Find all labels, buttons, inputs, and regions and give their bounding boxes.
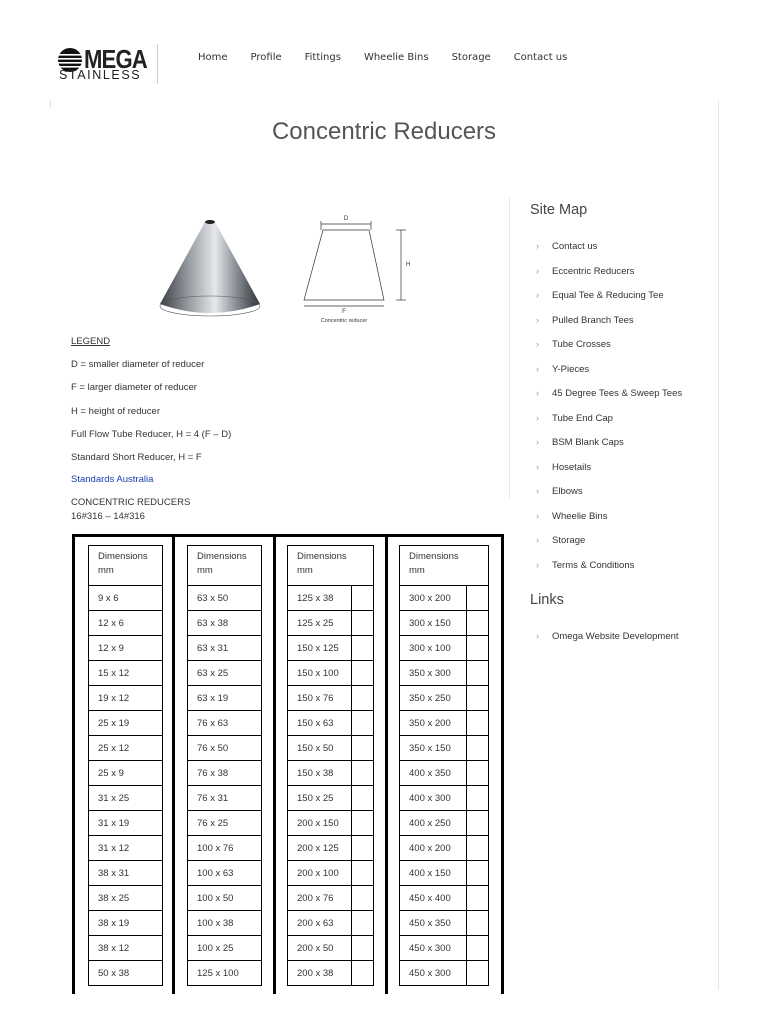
empty-cell bbox=[467, 586, 489, 611]
empty-cell bbox=[352, 936, 374, 961]
header-unit: mm bbox=[297, 565, 313, 576]
chevron-right-icon: › bbox=[536, 290, 539, 300]
table-row bbox=[400, 811, 489, 836]
dimension-cell: 400 x 300 bbox=[400, 786, 467, 811]
sitemap-item-label: BSM Blank Caps bbox=[552, 437, 624, 448]
legend-line: H = height of reducer bbox=[71, 406, 160, 417]
empty-cell bbox=[352, 811, 374, 836]
sitemap-item[interactable] bbox=[536, 388, 682, 399]
site-header bbox=[0, 0, 768, 100]
empty-cell bbox=[352, 636, 374, 661]
chevron-right-icon: › bbox=[536, 314, 539, 325]
column-header bbox=[288, 546, 374, 586]
dimension-cell: 300 x 150 bbox=[400, 611, 467, 636]
dimension-cell: 350 x 250 bbox=[400, 686, 467, 711]
dimension-cell: 150 x 100 bbox=[288, 661, 352, 686]
empty-cell bbox=[467, 636, 489, 661]
dimension-cell: 125 x 38 bbox=[288, 586, 352, 611]
table-row bbox=[89, 636, 163, 661]
empty-cell bbox=[352, 961, 374, 986]
table-row bbox=[89, 836, 163, 861]
table-row bbox=[188, 636, 262, 661]
table-row bbox=[188, 811, 262, 836]
dimension-cell: 150 x 38 bbox=[288, 761, 352, 786]
table-row bbox=[89, 586, 163, 611]
dimension-cell: 450 x 350 bbox=[400, 911, 467, 936]
table-header-row bbox=[400, 546, 489, 586]
table-row bbox=[188, 961, 262, 986]
table-row bbox=[188, 786, 262, 811]
dimension-cell: 400 x 350 bbox=[400, 761, 467, 786]
empty-cell bbox=[467, 936, 489, 961]
table-row bbox=[188, 761, 262, 786]
table-row bbox=[400, 911, 489, 936]
dimension-cell: 200 x 150 bbox=[288, 811, 352, 836]
dimension-cell: 9 x 6 bbox=[89, 586, 163, 611]
table-row bbox=[188, 711, 262, 736]
dimensions-table bbox=[72, 534, 504, 994]
dimension-cell: 450 x 300 bbox=[400, 936, 467, 961]
sitemap-item-label: Omega Website Development bbox=[552, 631, 679, 642]
dimension-cell: 125 x 100 bbox=[188, 961, 262, 986]
empty-cell bbox=[352, 761, 374, 786]
sitemap-item[interactable] bbox=[536, 364, 589, 375]
empty-cell bbox=[352, 661, 374, 686]
empty-cell bbox=[352, 711, 374, 736]
sitemap-item[interactable] bbox=[536, 339, 611, 350]
sitemap-item-label: Terms & Conditions bbox=[552, 559, 635, 571]
header-unit: mm bbox=[197, 565, 213, 576]
table-row bbox=[288, 761, 374, 786]
empty-cell bbox=[467, 911, 489, 936]
header-label: Dimensions bbox=[98, 551, 148, 562]
dimension-cell: 150 x 76 bbox=[288, 686, 352, 711]
sitemap-item-label: Contact us bbox=[552, 241, 598, 252]
table-row bbox=[89, 736, 163, 761]
column-header bbox=[89, 546, 163, 586]
sitemap-item-label: Eccentric Reducers bbox=[552, 265, 635, 277]
sitemap-item-label: Equal Tee & Reducing Tee bbox=[552, 290, 664, 301]
dimension-cell: 25 x 9 bbox=[89, 761, 163, 786]
table-row bbox=[288, 936, 374, 961]
table-row bbox=[400, 586, 489, 611]
dimension-cell: 200 x 63 bbox=[288, 911, 352, 936]
empty-cell bbox=[467, 836, 489, 861]
nav-wheelie-bins[interactable]: Wheelie Bins bbox=[363, 52, 429, 63]
table-row bbox=[188, 911, 262, 936]
dimension-cell: 25 x 19 bbox=[89, 711, 163, 736]
table-row bbox=[89, 936, 163, 961]
sitemap-item[interactable] bbox=[536, 486, 583, 497]
sitemap-item-label: Elbows bbox=[552, 486, 583, 497]
table-row bbox=[188, 686, 262, 711]
links-title: Links bbox=[530, 592, 564, 608]
chevron-right-icon: › bbox=[536, 535, 539, 545]
table-row bbox=[400, 761, 489, 786]
table-row bbox=[188, 736, 262, 761]
empty-cell bbox=[467, 961, 489, 986]
table-row bbox=[400, 661, 489, 686]
legend-line: Standard Short Reducer, H = F bbox=[71, 452, 202, 463]
table-row bbox=[288, 886, 374, 911]
dimension-cell: 150 x 125 bbox=[288, 636, 352, 661]
table-row bbox=[288, 636, 374, 661]
chevron-right-icon: › bbox=[536, 437, 539, 447]
chevron-right-icon: › bbox=[536, 265, 539, 276]
page-title: Concentric Reducers bbox=[271, 118, 497, 145]
sidebar-divider bbox=[509, 198, 510, 498]
dimension-cell: 38 x 25 bbox=[89, 886, 163, 911]
table-row bbox=[188, 586, 262, 611]
table-row bbox=[288, 611, 374, 636]
drawing-label-d: D bbox=[343, 216, 349, 222]
sitemap-item[interactable] bbox=[536, 315, 634, 326]
links-item[interactable] bbox=[536, 631, 679, 642]
section-title: CONCENTRIC REDUCERS bbox=[71, 497, 191, 508]
table-row bbox=[400, 636, 489, 661]
dimension-cell: 25 x 12 bbox=[89, 736, 163, 761]
table-row bbox=[89, 861, 163, 886]
table-header-row bbox=[288, 546, 374, 586]
dimension-cell: 12 x 9 bbox=[89, 636, 163, 661]
table-row bbox=[89, 786, 163, 811]
sitemap-item-label: Storage bbox=[552, 535, 586, 546]
chevron-right-icon: › bbox=[536, 559, 539, 570]
legend-line: D = smaller diameter of reducer bbox=[71, 359, 205, 370]
sitemap-item[interactable] bbox=[536, 560, 634, 571]
dimension-cell: 200 x 50 bbox=[288, 936, 352, 961]
table-row bbox=[288, 586, 374, 611]
header-label: Dimensions bbox=[409, 551, 459, 562]
table-row bbox=[288, 961, 374, 986]
legend-line: Full Flow Tube Reducer, H = 4 (F – D) bbox=[71, 429, 232, 440]
dimension-cell: 400 x 150 bbox=[400, 861, 467, 886]
chevron-right-icon: › bbox=[536, 363, 539, 374]
table-row bbox=[400, 686, 489, 711]
section-subtitle: 16#316 – 14#316 bbox=[71, 511, 145, 522]
table-row bbox=[400, 886, 489, 911]
sitemap-item[interactable] bbox=[536, 413, 613, 424]
chevron-right-icon: › bbox=[536, 461, 539, 472]
empty-cell bbox=[467, 686, 489, 711]
dimension-cell: 100 x 38 bbox=[188, 911, 262, 936]
table-row bbox=[400, 786, 489, 811]
omega-stainless-logo[interactable] bbox=[53, 44, 158, 84]
dimension-cell: 350 x 150 bbox=[400, 736, 467, 761]
sitemap-item[interactable] bbox=[536, 535, 585, 546]
chevron-right-icon: › bbox=[536, 510, 539, 521]
chevron-right-icon: › bbox=[536, 486, 539, 496]
table-row bbox=[89, 911, 163, 936]
column-separator bbox=[273, 537, 276, 994]
empty-cell bbox=[352, 911, 374, 936]
dimension-cell: 350 x 300 bbox=[400, 661, 467, 686]
dimension-cell: 100 x 25 bbox=[188, 936, 262, 961]
table-row bbox=[188, 661, 262, 686]
drawing-caption: Concentric reducer bbox=[320, 318, 368, 324]
empty-cell bbox=[467, 811, 489, 836]
table-row bbox=[288, 736, 374, 761]
dimension-cell: 300 x 200 bbox=[400, 586, 467, 611]
sitemap-item[interactable] bbox=[536, 437, 624, 448]
dimension-cell: 63 x 50 bbox=[188, 586, 262, 611]
table-row bbox=[89, 611, 163, 636]
dimension-cell: 200 x 76 bbox=[288, 886, 352, 911]
empty-cell bbox=[352, 886, 374, 911]
empty-cell bbox=[467, 861, 489, 886]
chevron-right-icon: › bbox=[536, 339, 539, 349]
table-row bbox=[288, 661, 374, 686]
table-row bbox=[89, 811, 163, 836]
header-unit: mm bbox=[409, 565, 425, 576]
table-header-row bbox=[89, 546, 163, 586]
table-row bbox=[89, 711, 163, 736]
standards-australia-link[interactable]: Standards Australia bbox=[71, 474, 154, 485]
reducer-product-photo bbox=[158, 218, 262, 324]
column-table bbox=[187, 545, 262, 986]
nav-home[interactable]: Home bbox=[198, 52, 228, 63]
sitemap-item[interactable] bbox=[536, 266, 634, 277]
dimension-cell: 450 x 300 bbox=[400, 961, 467, 986]
dimension-cell: 76 x 31 bbox=[188, 786, 262, 811]
table-row bbox=[288, 861, 374, 886]
empty-cell bbox=[352, 861, 374, 886]
table-row bbox=[288, 911, 374, 936]
dimension-cell: 15 x 12 bbox=[89, 661, 163, 686]
dimension-cell: 31 x 25 bbox=[89, 786, 163, 811]
nav-contact-us[interactable]: Contact us bbox=[513, 52, 568, 63]
chevron-right-icon: › bbox=[536, 241, 539, 251]
dimension-cell: 400 x 250 bbox=[400, 811, 467, 836]
sitemap-item[interactable] bbox=[536, 241, 597, 252]
table-row bbox=[188, 936, 262, 961]
empty-cell bbox=[352, 836, 374, 861]
table-row bbox=[288, 786, 374, 811]
drawing-label-f: F bbox=[342, 309, 346, 315]
logo-wordmark: MEGA bbox=[84, 44, 147, 74]
dimension-cell: 31 x 12 bbox=[89, 836, 163, 861]
table-row bbox=[400, 936, 489, 961]
table-row bbox=[188, 836, 262, 861]
column-header bbox=[400, 546, 489, 586]
table-row bbox=[188, 861, 262, 886]
dimension-cell: 76 x 63 bbox=[188, 711, 262, 736]
header-label: Dimensions bbox=[297, 551, 347, 562]
column-table bbox=[287, 545, 374, 986]
table-row bbox=[89, 961, 163, 986]
column-table bbox=[88, 545, 163, 986]
table-row bbox=[188, 611, 262, 636]
sitemap-item-label: Wheelie Bins bbox=[552, 510, 608, 522]
dimension-cell: 200 x 100 bbox=[288, 861, 352, 886]
sitemap-item[interactable] bbox=[536, 290, 664, 301]
dimension-cell: 63 x 19 bbox=[188, 686, 262, 711]
legend-title: LEGEND bbox=[71, 336, 111, 347]
table-row bbox=[400, 961, 489, 986]
dimension-cell: 38 x 31 bbox=[89, 861, 163, 886]
chevron-right-icon: › bbox=[536, 412, 539, 423]
reducer-technical-drawing bbox=[296, 210, 414, 328]
column-separator bbox=[172, 537, 175, 994]
table-row bbox=[89, 886, 163, 911]
dimension-cell: 350 x 200 bbox=[400, 711, 467, 736]
dimension-cell: 76 x 38 bbox=[188, 761, 262, 786]
dimension-cell: 50 x 38 bbox=[89, 961, 163, 986]
logo-subtitle: STAINLESS bbox=[59, 68, 142, 82]
dimension-cell: 125 x 25 bbox=[288, 611, 352, 636]
table-row bbox=[89, 686, 163, 711]
empty-cell bbox=[467, 886, 489, 911]
dimension-cell: 450 x 400 bbox=[400, 886, 467, 911]
empty-cell bbox=[467, 736, 489, 761]
table-row bbox=[89, 761, 163, 786]
empty-cell bbox=[467, 661, 489, 686]
empty-cell bbox=[467, 786, 489, 811]
table-row bbox=[89, 661, 163, 686]
dimension-cell: 19 x 12 bbox=[89, 686, 163, 711]
dimension-cell: 76 x 50 bbox=[188, 736, 262, 761]
dimension-cell: 100 x 76 bbox=[188, 836, 262, 861]
chevron-right-icon: › bbox=[536, 631, 539, 641]
dimension-cell: 100 x 63 bbox=[188, 861, 262, 886]
empty-cell bbox=[467, 761, 489, 786]
header-unit: mm bbox=[98, 565, 114, 576]
dimension-cell: 300 x 100 bbox=[400, 636, 467, 661]
divider bbox=[718, 100, 719, 990]
divider bbox=[50, 100, 51, 108]
dimension-cell: 100 x 50 bbox=[188, 886, 262, 911]
empty-cell bbox=[352, 786, 374, 811]
sitemap-item-label: Hosetails bbox=[552, 461, 592, 473]
sitemap-item-label: Pulled Branch Tees bbox=[552, 314, 634, 326]
header-label: Dimensions bbox=[197, 551, 247, 562]
sitemap-item-label: Y-Pieces bbox=[552, 363, 590, 375]
sitemap-item[interactable] bbox=[536, 511, 607, 522]
empty-cell bbox=[467, 711, 489, 736]
dimension-cell: 12 x 6 bbox=[89, 611, 163, 636]
table-row bbox=[288, 836, 374, 861]
empty-cell bbox=[352, 736, 374, 761]
table-row bbox=[400, 611, 489, 636]
empty-cell bbox=[352, 586, 374, 611]
table-row bbox=[400, 711, 489, 736]
table-row bbox=[400, 836, 489, 861]
dimension-cell: 400 x 200 bbox=[400, 836, 467, 861]
dimension-cell: 38 x 19 bbox=[89, 911, 163, 936]
table-row bbox=[400, 861, 489, 886]
table-row bbox=[400, 736, 489, 761]
empty-cell bbox=[352, 611, 374, 636]
dimension-cell: 63 x 38 bbox=[188, 611, 262, 636]
sitemap-item-label: Tube End Cap bbox=[552, 412, 613, 424]
nav-fittings[interactable]: Fittings bbox=[304, 52, 341, 63]
dimension-cell: 38 x 12 bbox=[89, 936, 163, 961]
dimension-cell: 31 x 19 bbox=[89, 811, 163, 836]
dimension-cell: 150 x 25 bbox=[288, 786, 352, 811]
empty-cell bbox=[352, 686, 374, 711]
chevron-right-icon: › bbox=[536, 388, 539, 398]
dimension-cell: 63 x 31 bbox=[188, 636, 262, 661]
drawing-label-h: H bbox=[406, 262, 411, 268]
table-row bbox=[288, 686, 374, 711]
table-header-row bbox=[188, 546, 262, 586]
sitemap-item-label: 45 Degree Tees & Sweep Tees bbox=[552, 388, 683, 399]
table-row bbox=[188, 886, 262, 911]
dimension-cell: 63 x 25 bbox=[188, 661, 262, 686]
empty-cell bbox=[467, 611, 489, 636]
dimension-cell: 200 x 38 bbox=[288, 961, 352, 986]
dimension-cell: 76 x 25 bbox=[188, 811, 262, 836]
nav-profile[interactable]: Profile bbox=[250, 52, 282, 63]
table-row bbox=[288, 711, 374, 736]
sitemap-item-label: Tube Crosses bbox=[552, 339, 611, 350]
sitemap-item[interactable] bbox=[536, 462, 591, 473]
legend-line: F = larger diameter of reducer bbox=[71, 382, 197, 393]
dimension-cell: 150 x 50 bbox=[288, 736, 352, 761]
nav-storage[interactable]: Storage bbox=[451, 52, 491, 63]
dimension-cell: 200 x 125 bbox=[288, 836, 352, 861]
main-nav bbox=[198, 52, 590, 63]
column-table bbox=[399, 545, 489, 986]
column-header bbox=[188, 546, 262, 586]
dimension-cell: 150 x 63 bbox=[288, 711, 352, 736]
sitemap-title: Site Map bbox=[530, 202, 588, 218]
table-row bbox=[288, 811, 374, 836]
column-separator bbox=[385, 537, 388, 994]
